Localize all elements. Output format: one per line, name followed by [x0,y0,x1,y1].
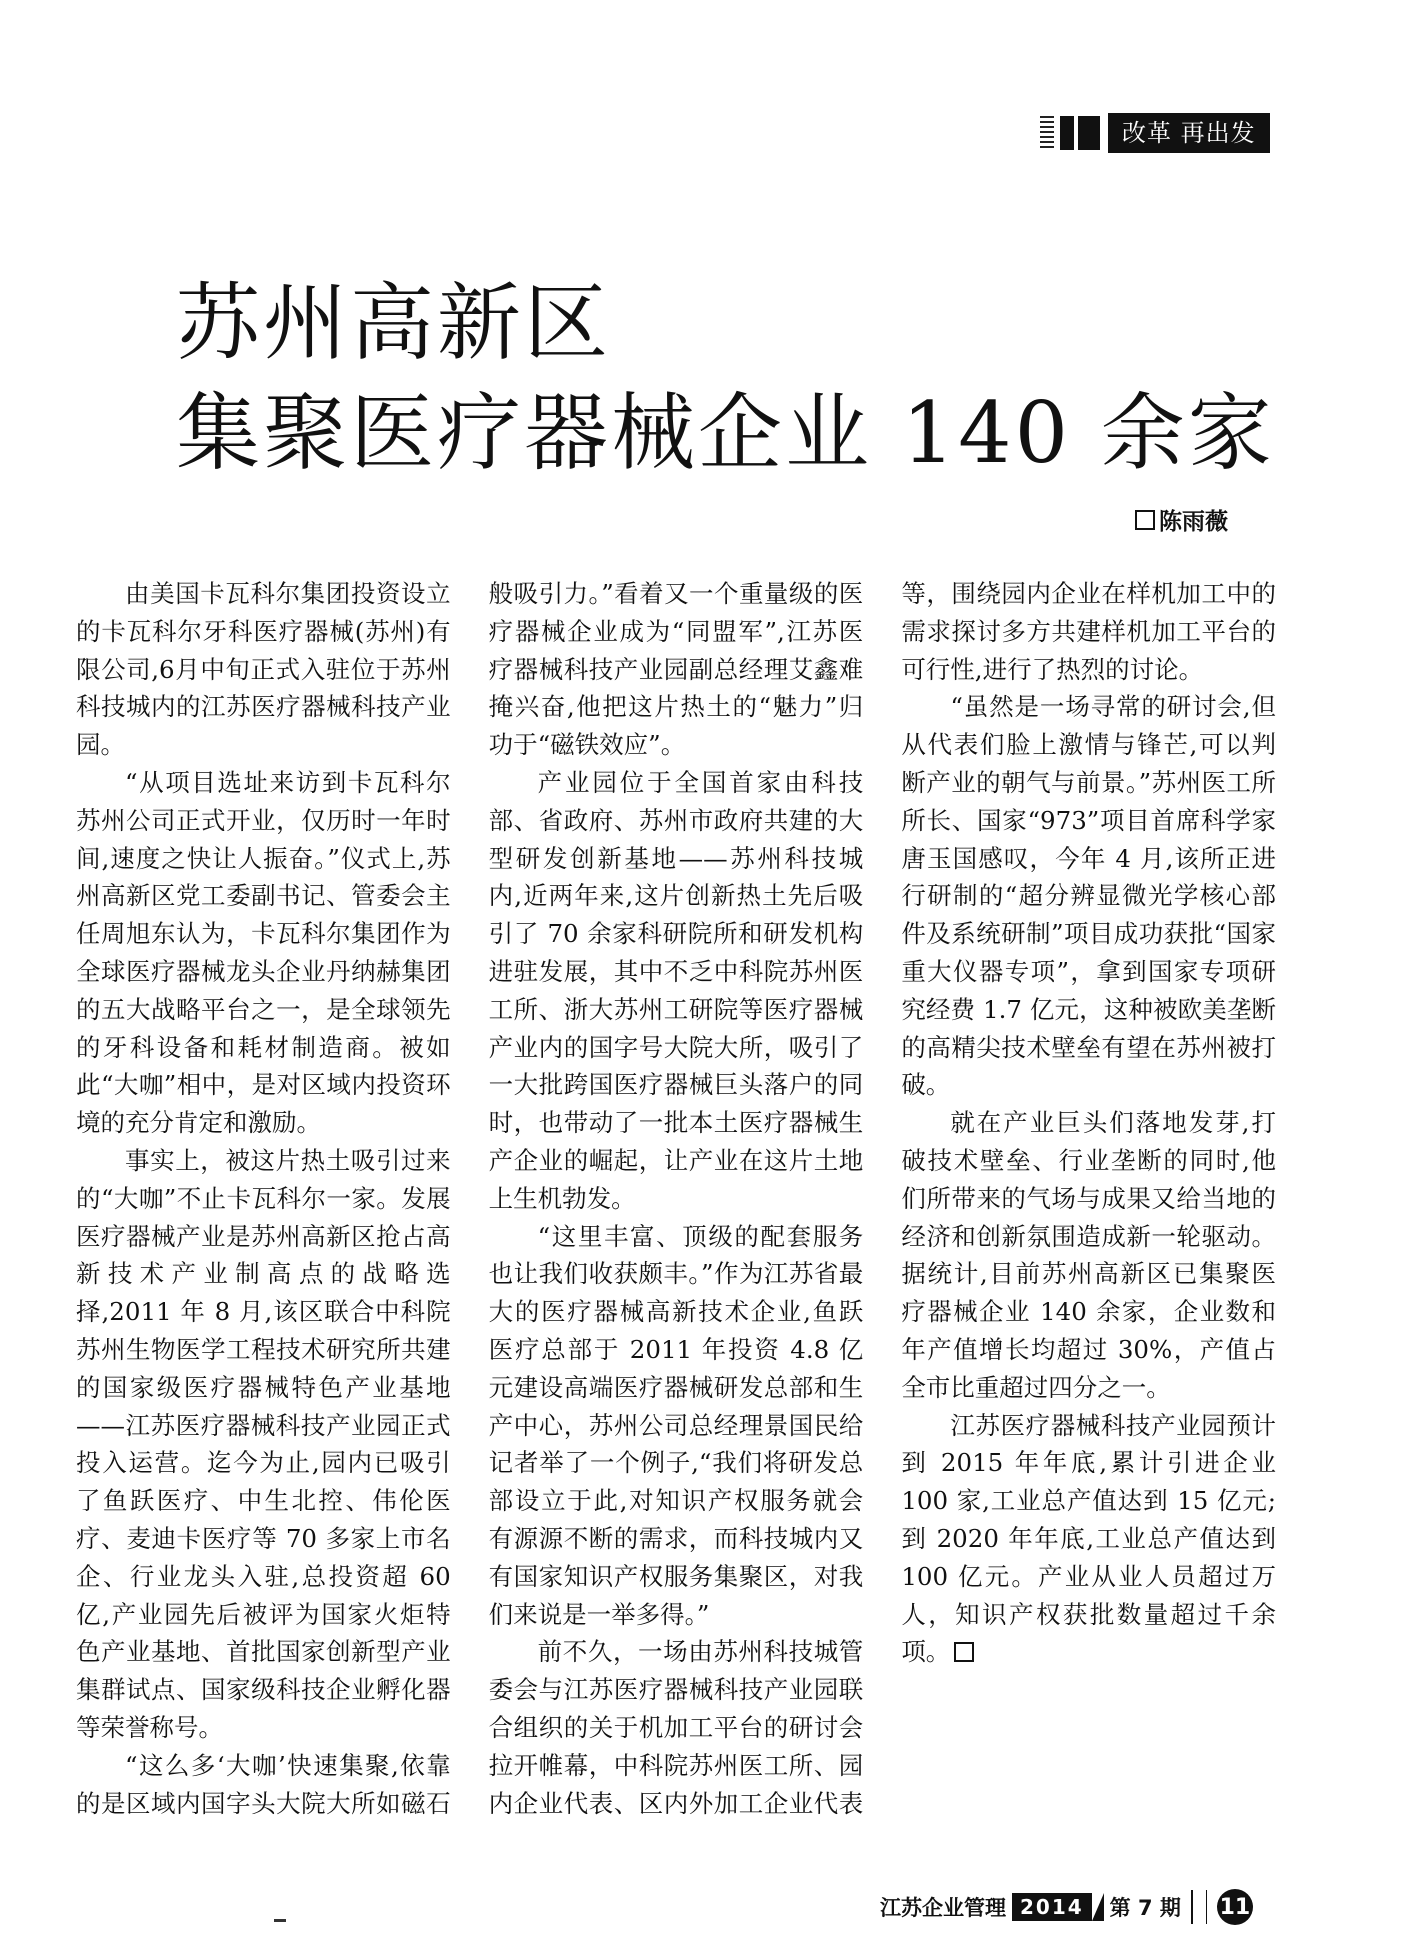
end-mark-icon [954,1642,974,1662]
scan-mark [274,1919,286,1922]
decorative-block [1060,116,1074,150]
issue-number: 第 7 期 [1109,1896,1181,1920]
paragraph: 由美国卡瓦科尔集团投资设立的卡瓦科尔牙科医疗器械(苏州)有限公司,6月中旬正式入驻位于苏州科技城内的江苏医疗器械科技产业园。 [76,579,451,760]
paragraph: 就在产业巨头们落地发芽,打破技术壁垒、行业垄断的同时,他们所带来的气场与成果又给当地的经济和创新氛围造成新一轮驱动。据统计,目前苏州高新区已集聚医疗器械企业 140 余家，企业数和年产值增长均超过 30%，产值占全市比重超过四分之一。 [901,1108,1276,1402]
page-footer [880,1890,1253,1924]
section-tag [1040,112,1270,154]
decorative-lines [1191,1890,1207,1924]
paragraph: “这里丰富、顶级的配套服务也让我们收获颇丰。”作为江苏省最大的医疗器械高新技术企业,鱼跃医疗总部于 2011 年投资 4.8 亿元建设高端医疗器械研发总部和生产中心，苏州公司总经理景国民给记者举了一个例子,“我们将研发总部设立于此,对知识产权服务就会有源源不断的需求，而科技城内又有国家知识产权服务集聚区，对我们来说是一举多得。” [488,1221,864,1629]
paragraph: 产业园位于全国首家由科技部、省政府、苏州市政府共建的大型研发创新基地——苏州科技城内,近两年来,这片创新热土先后吸引了 70 余家科研院所和研发机构进驻发展，其中不乏中科院苏州医工所、浙大苏州工研院等医疗器械产业内的国字号大院大所，吸引了一大批跨国医疗器械巨头落户的同时，也带动了一批本土医疗器械生产企业的崛起，让产业在这片土地上生机勃发。 [488,767,864,1213]
paragraph: “这么多‘大咖’快速集聚,依靠的是区域内国字头大院大所如磁石般吸引力。”看着又一个重量级的医疗器械企业成为“同盟军”,江苏医疗器械科技产业园副总经理艾鑫难掩兴奋,他把这片热土的“魅力”归功于“磁铁效应”。 [76,579,864,1818]
decorative-block [1078,116,1100,150]
article-body [76,575,1276,1860]
square-icon [1135,510,1155,530]
author-byline [1135,503,1228,536]
paragraph: 前不久，一场由苏州科技城管委会与江苏医疗器械科技产业园联合组织的关于机加工平台的研讨会拉开帷幕，中科院苏州医工所、园内企业代表、区内外加工企业代表等，围绕园内企业在样机加工中的需求探讨多方共建样机加工平台的可行性,进行了热烈的讨论。 [488,579,1276,1818]
paragraph: “虽然是一场寻常的研讨会,但从代表们脸上激情与锋芒,可以判断产业的朝气与前景。”苏州医工所所长、国家“973”项目首席科学家唐玉国感叹，今年 4 月,该所正进行研制的“超分辨显微光学核心部件及系统研制”项目成功获批“国家重大仪器专项”，拿到国家专项研究经费 1.7 亿元，这种被欧美垄断的高精尖技术壁垒有望在苏州被打破。 [901,692,1276,1100]
decorative-slash [1092,1893,1104,1921]
paragraph: “从项目选址来访到卡瓦科尔苏州公司正式开业，仅历时一年时间,速度之快让人振奋。”仪式上,苏州高新区党工委副书记、管委会主任周旭东认为，卡瓦科尔集团作为全球医疗器械龙头企业丹纳赫集团的五大战略平台之一，是全球领先的牙科设备和耗材制造商。被如此“大咖”相中，是对区域内投资环境的充分肯定和激励。 [76,767,451,1138]
magazine-name: 江苏企业管理 [880,1896,1006,1920]
decorative-text-strip [1040,116,1054,150]
paragraph-text: 江苏医疗器械科技产业园预计到 2015 年年底,累计引进企业 100 家,工业总产值达到 15 亿元;到 2020 年年底,工业总产值达到 100 亿元。产业从业人员超过万人，知识产权获批数量超过千余项。 [901,1410,1276,1667]
section-label: 改革 再出发 [1108,113,1270,153]
page-number: 11 [1217,1889,1253,1925]
paragraph: 事实上，被这片热土吸引过来的“大咖”不止卡瓦科尔一家。发展医疗器械产业是苏州高新区抢占高新技术产业制高点的战略选择,2011 年 8 月,该区联合中科院苏州生物医学工程技术研究所共建的国家级医疗器械特色产业基地——江苏医疗器械科技产业园正式投入运营。迄今为止,园内已吸引了鱼跃医疗、中生北控、伟伦医疗、麦迪卡医疗等 70 多家上市名企、行业龙头入驻,总投资超 60 亿,产业园先后被评为国家火炬特色产业基地、首批国家创新型产业集群试点、国家级科技企业孵化器等荣誉称号。 [76,1145,451,1742]
author-name: 陈雨薇 [1159,509,1228,535]
issue-year: 2014 [1012,1893,1092,1921]
title-line-1: 苏州高新区 [176,274,612,372]
paragraph-last [901,1407,1276,1672]
article-title [176,268,1275,488]
title-line-2: 集聚医疗器械企业 140 余家 [176,384,1275,482]
